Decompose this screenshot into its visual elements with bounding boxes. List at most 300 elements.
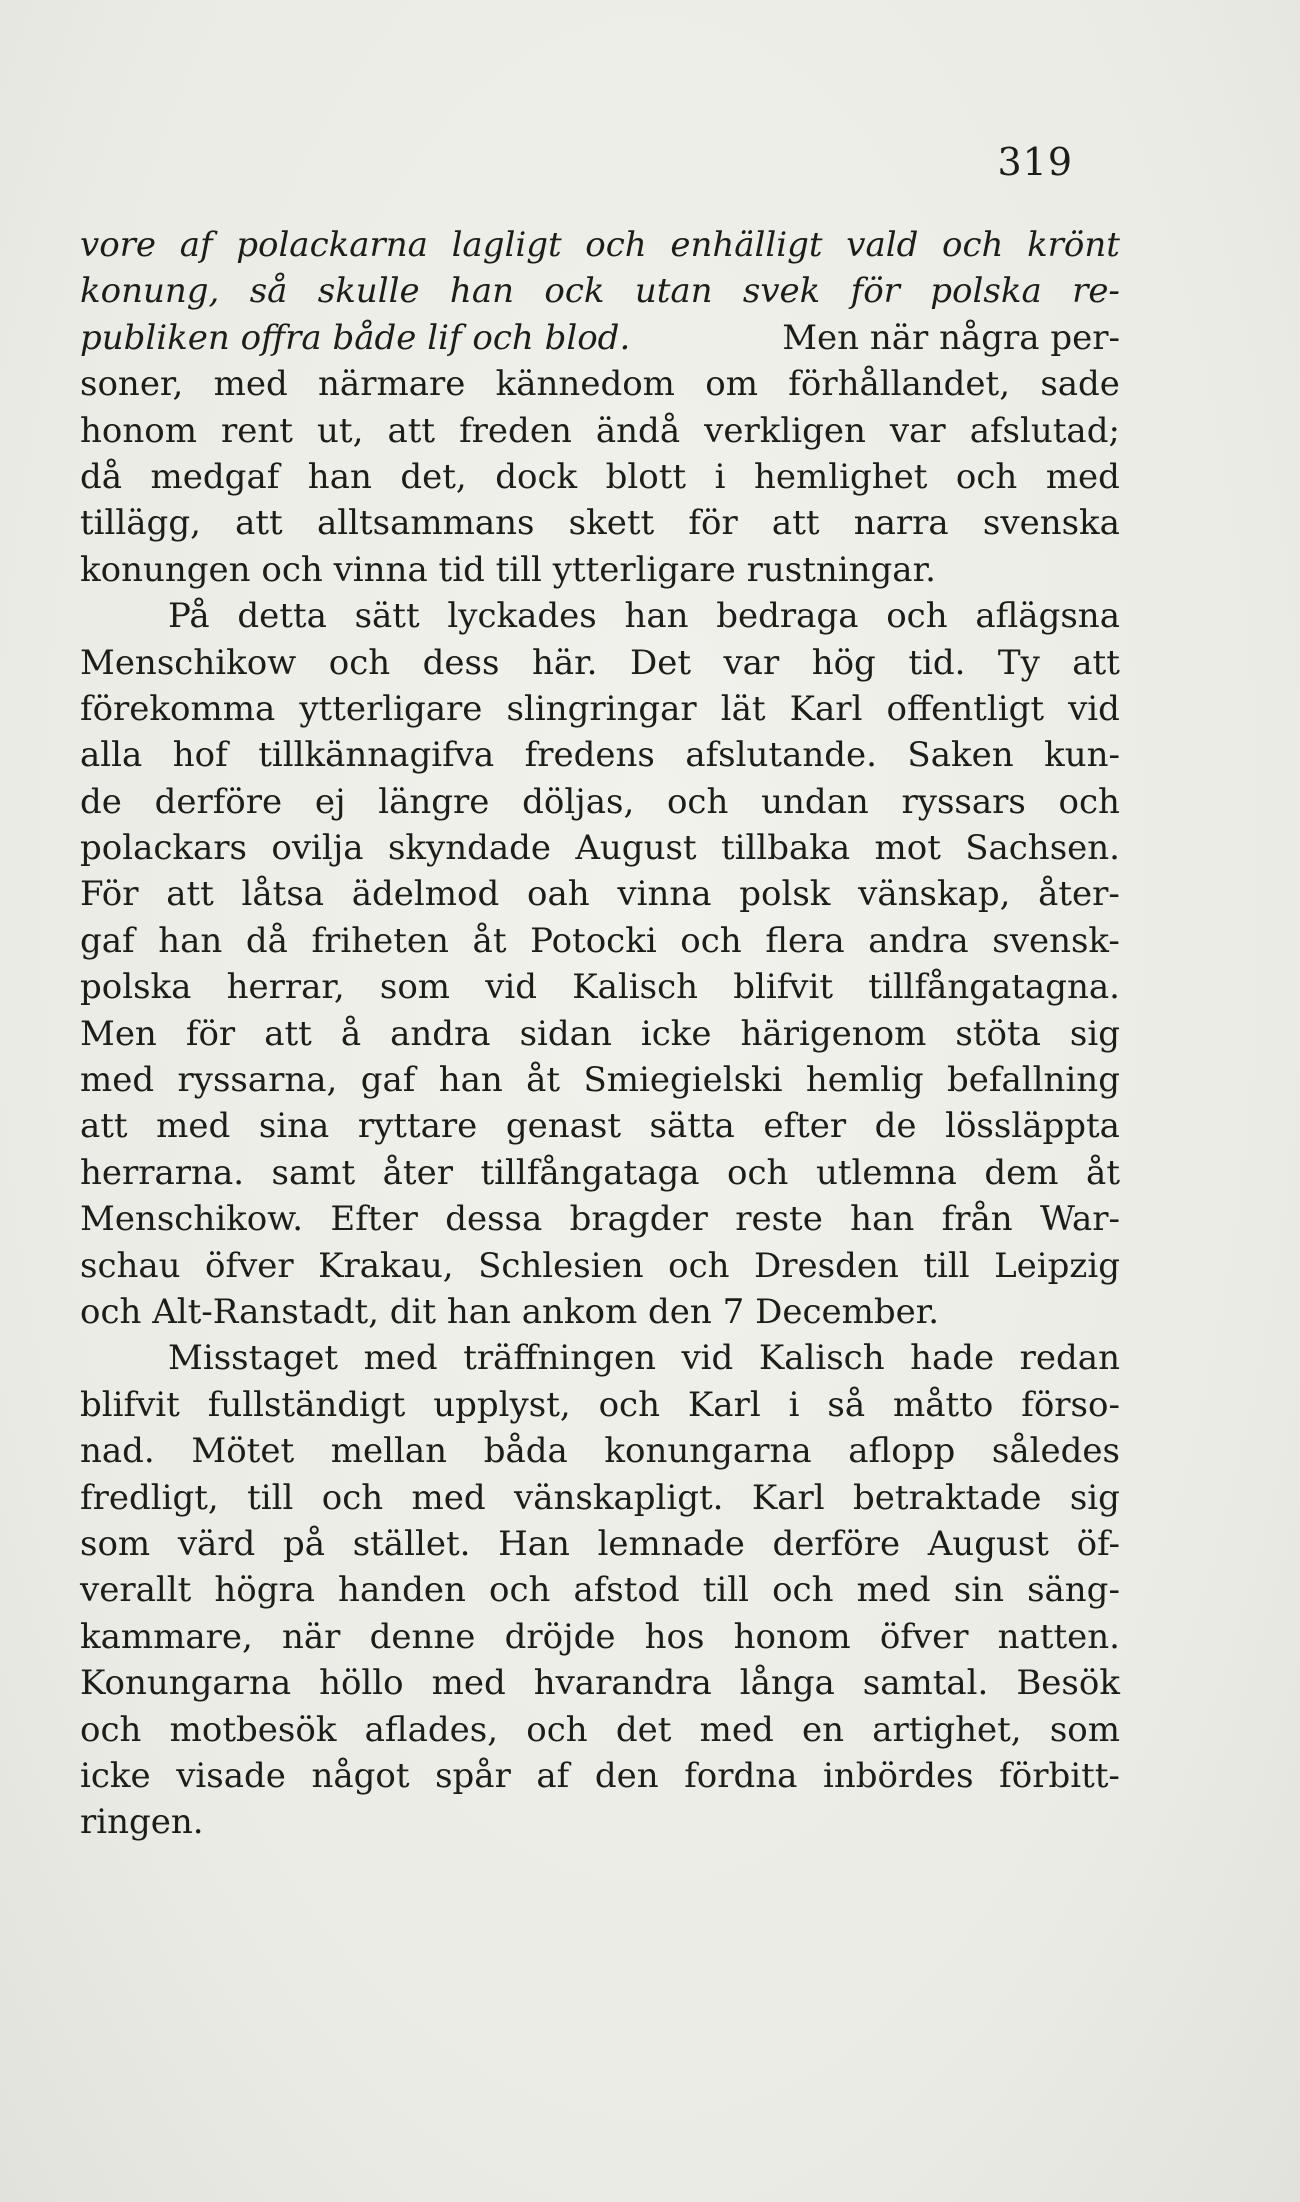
word: skulle bbox=[317, 271, 420, 312]
line-text bbox=[80, 871, 1120, 917]
italic-phrase: publiken offra både lif och blod. bbox=[80, 317, 631, 358]
word: säng- bbox=[1027, 1570, 1120, 1611]
word: konung, bbox=[80, 271, 220, 312]
word: hemlig bbox=[805, 1060, 924, 1101]
word: August bbox=[575, 828, 697, 869]
word: herrarna. bbox=[80, 1152, 245, 1193]
word: Potocki bbox=[530, 920, 657, 961]
word: blifvit bbox=[733, 967, 834, 1008]
word: svek bbox=[742, 271, 821, 312]
word: och bbox=[328, 642, 391, 683]
word: han bbox=[438, 1060, 503, 1101]
word: polska bbox=[80, 967, 192, 1008]
word: svenska bbox=[982, 503, 1120, 544]
text-line bbox=[80, 408, 1120, 454]
word: hade bbox=[910, 1338, 995, 1379]
word: Dresden bbox=[753, 1245, 899, 1286]
text-line bbox=[80, 268, 1120, 314]
word: och bbox=[772, 1570, 834, 1611]
word: sina bbox=[258, 1106, 330, 1147]
word: utlemna bbox=[815, 1152, 957, 1193]
word: med bbox=[699, 1709, 774, 1750]
word: alltsammans bbox=[316, 503, 535, 544]
word: förso- bbox=[1021, 1384, 1120, 1425]
text-line bbox=[80, 918, 1120, 964]
word: lät bbox=[720, 688, 766, 729]
word: vid bbox=[681, 1338, 734, 1379]
word: öfver bbox=[879, 1616, 969, 1657]
word: att bbox=[264, 1013, 312, 1054]
word: befallning bbox=[947, 1060, 1120, 1101]
line-text bbox=[80, 825, 1120, 871]
word: var bbox=[723, 642, 780, 683]
word: så bbox=[827, 1384, 866, 1425]
word: visade bbox=[176, 1755, 286, 1796]
word: hög bbox=[811, 642, 876, 683]
word: undan bbox=[761, 781, 869, 822]
word: hvarandra bbox=[533, 1663, 712, 1704]
word: alla bbox=[80, 735, 143, 776]
text-line bbox=[80, 825, 1120, 871]
text-line bbox=[80, 779, 1120, 825]
word: spår bbox=[435, 1755, 511, 1796]
word: bedraga bbox=[716, 596, 859, 637]
word: måtto bbox=[893, 1384, 994, 1425]
word: polackarna bbox=[236, 225, 428, 265]
word: Han bbox=[498, 1523, 570, 1564]
word: låtsa bbox=[241, 874, 325, 915]
word: inbördes bbox=[823, 1755, 974, 1796]
word: dess bbox=[422, 642, 500, 683]
word: att bbox=[166, 874, 214, 915]
text-line bbox=[80, 315, 1120, 361]
word: och bbox=[1058, 781, 1120, 822]
word: flera bbox=[765, 920, 845, 961]
text-line bbox=[80, 361, 1120, 407]
word: å bbox=[340, 1013, 362, 1054]
line-text bbox=[168, 593, 1120, 639]
word: freden bbox=[459, 410, 572, 451]
word: hemlighet bbox=[753, 456, 928, 497]
word: polackars bbox=[80, 828, 247, 869]
word: Leipzig bbox=[994, 1245, 1120, 1286]
text-line bbox=[80, 1011, 1120, 1057]
word: natten. bbox=[997, 1616, 1120, 1657]
word: sidan bbox=[519, 1013, 612, 1054]
text-line bbox=[80, 500, 1120, 546]
word: med bbox=[431, 1663, 506, 1704]
word: bragder bbox=[569, 1199, 708, 1240]
word: efter bbox=[763, 1106, 847, 1147]
text-line bbox=[80, 640, 1120, 686]
word: härigenom bbox=[740, 1013, 927, 1054]
word: vänskap, bbox=[858, 874, 1011, 915]
word: polsk bbox=[739, 874, 831, 915]
word: till bbox=[702, 1570, 750, 1611]
word: och bbox=[680, 920, 742, 961]
page-number: 319 bbox=[997, 140, 1073, 184]
line-text: och Alt-Ranstadt, dit han ankom den 7 December. bbox=[80, 1291, 940, 1332]
word: här. bbox=[531, 642, 598, 683]
word: Det bbox=[629, 642, 691, 683]
text-line bbox=[80, 1660, 1120, 1706]
word: ytterligare bbox=[299, 688, 483, 729]
word: tillfångataga bbox=[480, 1152, 700, 1193]
word: och bbox=[955, 456, 1018, 497]
word: vore bbox=[80, 225, 157, 265]
word: tillkännagifva bbox=[258, 735, 495, 776]
word: och bbox=[598, 1384, 660, 1425]
word: att bbox=[80, 1106, 128, 1147]
word: fullständigt bbox=[207, 1384, 406, 1425]
word: han bbox=[850, 1199, 915, 1240]
line-text bbox=[80, 1521, 1120, 1567]
word: andra bbox=[868, 920, 969, 961]
word: mot bbox=[874, 828, 941, 869]
line-text bbox=[80, 779, 1120, 825]
word: de bbox=[874, 1106, 917, 1147]
word: af bbox=[179, 225, 213, 265]
word: långa bbox=[739, 1663, 835, 1704]
word: derföre bbox=[154, 781, 283, 822]
word: och bbox=[526, 1709, 588, 1750]
line-text bbox=[80, 918, 1120, 964]
line-text bbox=[80, 1428, 1120, 1474]
word: På bbox=[168, 596, 210, 637]
text-line bbox=[80, 547, 1120, 593]
word: skyndade bbox=[387, 828, 552, 869]
word: han bbox=[449, 271, 514, 312]
word: samt bbox=[271, 1152, 356, 1193]
text-line bbox=[80, 964, 1120, 1010]
word: Krakau, bbox=[318, 1245, 454, 1286]
word: fredens bbox=[524, 735, 655, 776]
word: tid. bbox=[908, 642, 966, 683]
word: polska bbox=[930, 271, 1042, 312]
word: verkligen bbox=[704, 410, 866, 451]
word: Efter bbox=[330, 1199, 418, 1240]
text-line bbox=[80, 871, 1120, 917]
word: Misstaget bbox=[168, 1338, 339, 1379]
word: svensk- bbox=[992, 920, 1120, 961]
word: åt bbox=[526, 1060, 561, 1101]
word: träffningen bbox=[463, 1338, 656, 1379]
line-text bbox=[80, 1150, 1120, 1196]
word: att bbox=[771, 503, 820, 544]
word: med bbox=[1045, 456, 1120, 497]
line-text bbox=[80, 408, 1120, 454]
word: kännedom bbox=[495, 364, 675, 405]
word: redan bbox=[1019, 1338, 1120, 1379]
word: icke bbox=[80, 1755, 151, 1796]
word: fordna bbox=[684, 1755, 798, 1796]
word: han bbox=[624, 596, 689, 637]
word: värd bbox=[177, 1523, 256, 1564]
word: att bbox=[1072, 642, 1120, 683]
line-text bbox=[80, 1011, 1120, 1057]
text-line bbox=[80, 1150, 1120, 1196]
text-line bbox=[80, 593, 1120, 639]
word: han bbox=[158, 920, 223, 961]
word: med bbox=[213, 364, 288, 405]
text-line bbox=[80, 1521, 1120, 1567]
word: artighet, bbox=[872, 1709, 1022, 1750]
word: skett bbox=[568, 503, 655, 544]
word: med bbox=[363, 1338, 438, 1379]
word: ovilja bbox=[271, 828, 364, 869]
word: från bbox=[941, 1199, 1013, 1240]
word: och bbox=[321, 1477, 384, 1518]
line-text bbox=[80, 268, 1120, 314]
word: herrar, bbox=[226, 967, 345, 1008]
word: han bbox=[307, 456, 372, 497]
word: och bbox=[886, 596, 948, 637]
word: honom bbox=[733, 1616, 851, 1657]
word: ock bbox=[544, 271, 605, 312]
word: vinna bbox=[617, 874, 712, 915]
text-line bbox=[80, 1753, 1120, 1799]
word: Karl bbox=[789, 688, 863, 729]
line-text bbox=[80, 1057, 1120, 1103]
word: som bbox=[80, 1523, 151, 1564]
text-line bbox=[80, 454, 1120, 500]
word: fredligt, bbox=[80, 1477, 219, 1518]
word: August bbox=[927, 1523, 1049, 1564]
word: sig bbox=[1069, 1477, 1120, 1518]
word: åter bbox=[382, 1152, 453, 1193]
word: för bbox=[688, 503, 738, 544]
word: blott bbox=[605, 456, 687, 497]
text-line bbox=[80, 1799, 1120, 1845]
word: lössläppta bbox=[945, 1106, 1120, 1147]
word: på bbox=[282, 1523, 326, 1564]
word: enhälligt bbox=[670, 225, 823, 265]
word: dessa bbox=[445, 1199, 543, 1240]
text-line bbox=[80, 1243, 1120, 1289]
text-line bbox=[80, 1428, 1120, 1474]
word: soner, bbox=[80, 364, 184, 405]
word: Kalisch bbox=[758, 1338, 885, 1379]
word: handen bbox=[338, 1570, 466, 1611]
word: betraktade bbox=[853, 1477, 1042, 1518]
text-line bbox=[80, 1289, 1120, 1335]
word: vid bbox=[1068, 688, 1120, 729]
line-text bbox=[80, 1660, 1120, 1706]
word: och bbox=[488, 1570, 551, 1611]
line-text bbox=[168, 1335, 1120, 1381]
word: Ty bbox=[997, 642, 1040, 683]
word: konungarna bbox=[604, 1431, 812, 1472]
word: Kalisch bbox=[572, 967, 699, 1008]
word: det bbox=[615, 1709, 672, 1750]
word: dock bbox=[495, 456, 578, 497]
word: vänskapligt. bbox=[514, 1477, 724, 1518]
word: kun- bbox=[1044, 735, 1120, 776]
word: öfver bbox=[205, 1245, 294, 1286]
word: höllo bbox=[319, 1663, 404, 1704]
word: ryttare bbox=[357, 1106, 478, 1147]
word: var bbox=[889, 410, 946, 451]
word: då bbox=[245, 920, 288, 961]
word: afslutad; bbox=[969, 410, 1120, 451]
word: ryssars bbox=[901, 781, 1026, 822]
text-line bbox=[80, 686, 1120, 732]
text-line bbox=[80, 1475, 1120, 1521]
word: kammare, bbox=[80, 1616, 253, 1657]
word: och bbox=[666, 781, 729, 822]
word: afslutande. bbox=[685, 735, 877, 776]
word: förbitt- bbox=[999, 1755, 1120, 1796]
word: Karl bbox=[687, 1384, 761, 1425]
word: den bbox=[594, 1755, 659, 1796]
word: tillbaka bbox=[720, 828, 851, 869]
word: sätt bbox=[354, 596, 420, 637]
word: i bbox=[788, 1384, 800, 1425]
word: förekomma bbox=[80, 688, 276, 729]
word: längre bbox=[378, 781, 490, 822]
word: sig bbox=[1069, 1013, 1120, 1054]
word: reste bbox=[735, 1199, 823, 1240]
line-text bbox=[80, 640, 1120, 686]
line-text bbox=[80, 1475, 1120, 1521]
word: då bbox=[80, 456, 123, 497]
word: Saken bbox=[907, 735, 1014, 776]
word: ädelmod bbox=[351, 874, 500, 915]
word: Sachsen. bbox=[965, 828, 1120, 869]
line-text bbox=[80, 1103, 1120, 1149]
text-line bbox=[80, 1335, 1120, 1381]
word: förhållandet, bbox=[788, 364, 1011, 405]
text-line bbox=[80, 732, 1120, 778]
word: narra bbox=[853, 503, 949, 544]
word: upplyst, bbox=[433, 1384, 571, 1425]
word: båda bbox=[483, 1431, 568, 1472]
text-line bbox=[80, 1614, 1120, 1660]
line-text bbox=[80, 500, 1120, 546]
word: Besök bbox=[1016, 1663, 1120, 1704]
word: offentligt bbox=[886, 688, 1045, 729]
word: gaf bbox=[80, 920, 135, 961]
word: det, bbox=[400, 456, 467, 497]
word: aflades, bbox=[364, 1709, 499, 1750]
word: slingringar bbox=[506, 688, 697, 729]
word: för bbox=[185, 1013, 236, 1054]
text-line bbox=[80, 1707, 1120, 1753]
word: lagligt bbox=[451, 225, 562, 265]
word: stället. bbox=[352, 1523, 471, 1564]
word: stöta bbox=[955, 1013, 1041, 1054]
word: med bbox=[411, 1477, 486, 1518]
word: i bbox=[714, 456, 726, 497]
word: åt bbox=[472, 920, 507, 961]
word: något bbox=[311, 1755, 410, 1796]
word: Menschikow bbox=[80, 642, 297, 683]
word: sin bbox=[953, 1570, 1004, 1611]
word: samtal. bbox=[862, 1663, 989, 1704]
line-text bbox=[80, 222, 1120, 268]
word: med bbox=[856, 1570, 931, 1611]
word: med bbox=[80, 1060, 155, 1101]
word: Mötet bbox=[191, 1431, 295, 1472]
line-text bbox=[80, 1196, 1120, 1242]
word: Karl bbox=[751, 1477, 825, 1518]
word: som bbox=[1049, 1709, 1120, 1750]
word: en bbox=[802, 1709, 845, 1750]
word: andra bbox=[390, 1013, 491, 1054]
word: hof bbox=[172, 735, 228, 776]
word: blifvit bbox=[80, 1384, 180, 1425]
word: om bbox=[705, 364, 758, 405]
line-text bbox=[80, 1614, 1120, 1660]
line-text: konungen och vinna tid till ytterligare rustningar. bbox=[80, 549, 936, 590]
word: ändå bbox=[595, 410, 681, 451]
word: vid bbox=[485, 967, 538, 1008]
line-text bbox=[80, 1753, 1120, 1799]
line-text: Men när några per- bbox=[782, 317, 1120, 358]
line-text bbox=[80, 1707, 1120, 1753]
word: honom bbox=[80, 410, 197, 451]
word: lemnade bbox=[597, 1523, 745, 1564]
word: utan bbox=[634, 271, 713, 312]
word: och bbox=[80, 1709, 142, 1750]
word: och bbox=[585, 225, 647, 265]
word: till bbox=[247, 1477, 294, 1518]
word: oah bbox=[527, 874, 590, 915]
word: gaf bbox=[360, 1060, 416, 1101]
word: denne bbox=[369, 1616, 476, 1657]
word: till bbox=[923, 1245, 970, 1286]
word: att bbox=[235, 503, 283, 544]
word: rent bbox=[221, 410, 293, 451]
word: medgaf bbox=[150, 456, 280, 497]
line-text bbox=[80, 361, 1120, 407]
word: genast bbox=[505, 1106, 621, 1147]
word: aflägsna bbox=[975, 596, 1120, 637]
word: ut, bbox=[317, 410, 364, 451]
word: åt bbox=[1086, 1152, 1120, 1193]
word: Men bbox=[80, 1013, 157, 1054]
word: dröjde bbox=[504, 1616, 616, 1657]
line-text bbox=[80, 732, 1120, 778]
word: med bbox=[156, 1106, 231, 1147]
word: re- bbox=[1072, 271, 1120, 312]
word: lyckades bbox=[447, 596, 597, 637]
word: krönt bbox=[1027, 225, 1120, 265]
word: detta bbox=[237, 596, 327, 637]
text-line bbox=[80, 222, 1120, 268]
text-line bbox=[80, 1567, 1120, 1613]
word: Smiegielski bbox=[583, 1060, 783, 1101]
word: sade bbox=[1040, 364, 1120, 405]
line-text bbox=[80, 1382, 1120, 1428]
word: aflopp bbox=[848, 1431, 956, 1472]
word: friheten bbox=[311, 920, 449, 961]
line-text: ringen. bbox=[80, 1802, 204, 1843]
word: War- bbox=[1039, 1199, 1120, 1240]
word: så bbox=[249, 271, 288, 312]
word: sätta bbox=[649, 1106, 735, 1147]
line-text bbox=[80, 1567, 1120, 1613]
word: För bbox=[80, 874, 139, 915]
word: afstod bbox=[573, 1570, 680, 1611]
word: som bbox=[379, 967, 451, 1008]
line-text bbox=[80, 686, 1120, 732]
word: således bbox=[991, 1431, 1120, 1472]
word: tillfångatagna. bbox=[868, 967, 1120, 1008]
text-line bbox=[80, 1103, 1120, 1149]
word: Menschikow. bbox=[80, 1199, 304, 1240]
word: högra bbox=[214, 1570, 315, 1611]
